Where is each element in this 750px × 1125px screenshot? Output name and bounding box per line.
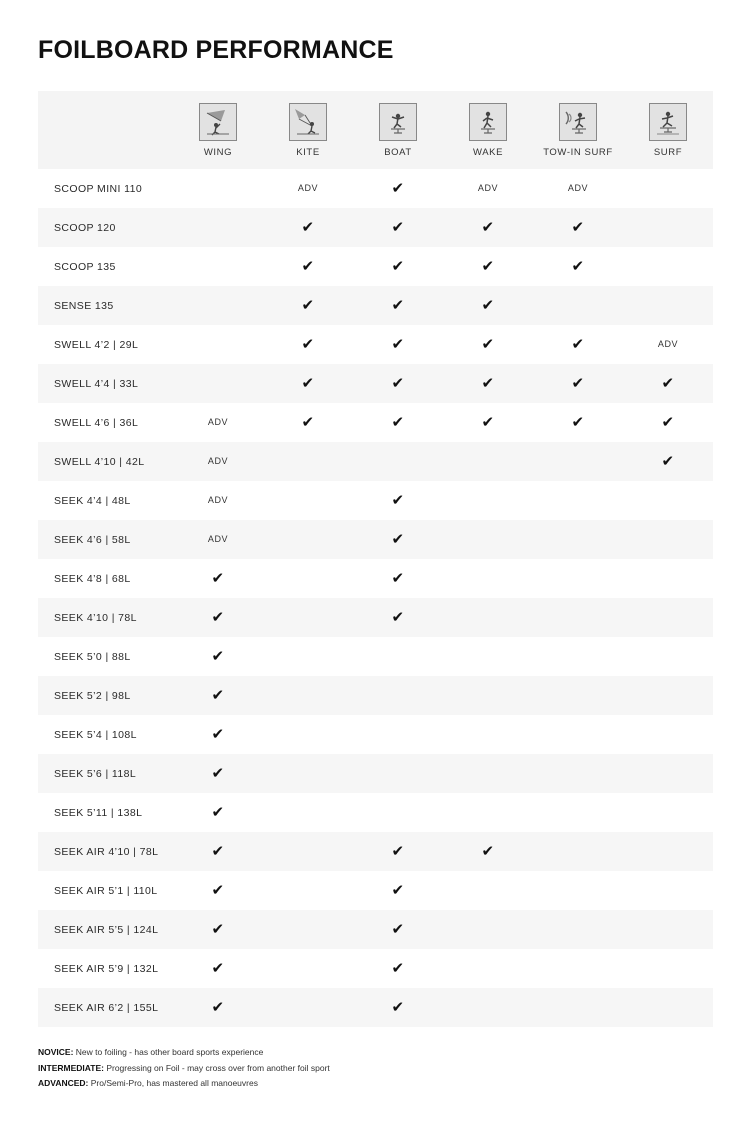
rating-cell xyxy=(533,793,623,832)
rating-cell xyxy=(623,559,713,598)
rating-cell xyxy=(443,832,533,871)
rating-cell xyxy=(263,949,353,988)
check-icon: ✔ xyxy=(301,375,315,392)
table-header xyxy=(38,91,713,169)
check-icon: ✔ xyxy=(301,297,315,314)
board-model-cell: SEEK AIR 5’9 | 132L xyxy=(38,949,173,988)
rating-cell xyxy=(443,208,533,247)
wing-foil-icon xyxy=(199,103,237,141)
rating-cell xyxy=(623,481,713,520)
rating-cell xyxy=(443,676,533,715)
board-model-cell: SEEK 5’0 | 88L xyxy=(38,637,173,676)
check-icon: ✔ xyxy=(211,804,225,821)
check-icon: ✔ xyxy=(211,882,225,899)
rating-cell xyxy=(623,208,713,247)
rating-cell xyxy=(443,871,533,910)
rating-cell xyxy=(623,949,713,988)
rating-cell xyxy=(353,793,443,832)
rating-cell xyxy=(533,715,623,754)
legend-term: NOVICE: xyxy=(38,1047,74,1057)
board-model-cell: SEEK AIR 6’2 | 155L xyxy=(38,988,173,1027)
rating-cell xyxy=(263,364,353,403)
model-column-header xyxy=(38,91,173,169)
table-row xyxy=(38,403,713,442)
advanced-label: ADV xyxy=(207,534,229,544)
rating-cell xyxy=(353,754,443,793)
surf-foil-icon xyxy=(649,103,687,141)
rating-cell xyxy=(173,520,263,559)
rating-cell xyxy=(173,949,263,988)
rating-cell xyxy=(443,169,533,208)
rating-cell xyxy=(533,871,623,910)
rating-cell xyxy=(173,871,263,910)
board-model-cell: SWELL 4’4 | 33L xyxy=(38,364,173,403)
check-icon: ✔ xyxy=(481,297,495,314)
check-icon: ✔ xyxy=(211,609,225,626)
rating-cell xyxy=(353,598,443,637)
rating-cell xyxy=(353,364,443,403)
column-header-label: WING xyxy=(203,146,233,158)
rating-cell xyxy=(443,793,533,832)
board-model-cell: SEEK 5’6 | 118L xyxy=(38,754,173,793)
legend-term: INTERMEDIATE: xyxy=(38,1062,104,1073)
column-header-label: KITE xyxy=(296,146,320,158)
table-row xyxy=(38,286,713,325)
rating-cell xyxy=(533,949,623,988)
column-header-boat xyxy=(353,91,443,169)
rating-cell xyxy=(533,169,623,208)
rating-cell xyxy=(533,754,623,793)
rating-cell xyxy=(443,247,533,286)
rating-cell xyxy=(173,325,263,364)
check-icon: ✔ xyxy=(481,843,495,860)
board-model-cell: SWELL 4’10 | 42L xyxy=(38,442,173,481)
rating-cell xyxy=(173,910,263,949)
check-icon: ✔ xyxy=(211,726,225,743)
column-header-surf xyxy=(623,91,713,169)
rating-cell xyxy=(353,286,443,325)
rating-cell xyxy=(443,403,533,442)
foilboard-performance-table xyxy=(38,91,713,1027)
page-title: FOILBOARD PERFORMANCE xyxy=(38,36,394,64)
column-header-wing xyxy=(173,91,263,169)
rating-cell xyxy=(623,364,713,403)
rating-cell xyxy=(353,442,443,481)
rating-cell xyxy=(353,481,443,520)
check-icon: ✔ xyxy=(481,414,495,431)
board-model-cell: SEEK 5’2 | 98L xyxy=(38,676,173,715)
rating-cell xyxy=(263,559,353,598)
legend-item xyxy=(38,1061,712,1077)
rating-cell xyxy=(533,208,623,247)
table-body xyxy=(38,169,713,1027)
rating-cell xyxy=(263,637,353,676)
rating-cell xyxy=(263,442,353,481)
advanced-label: ADV xyxy=(657,339,679,349)
table-row xyxy=(38,559,713,598)
rating-cell xyxy=(353,247,443,286)
column-header-kite xyxy=(263,91,353,169)
board-model-cell: SEEK 4’4 | 48L xyxy=(38,481,173,520)
rating-cell xyxy=(263,871,353,910)
rating-cell xyxy=(623,442,713,481)
table-row xyxy=(38,364,713,403)
board-model-cell: SENSE 135 xyxy=(38,286,173,325)
rating-cell xyxy=(623,871,713,910)
table-row xyxy=(38,598,713,637)
rating-cell xyxy=(353,520,443,559)
rating-cell xyxy=(263,754,353,793)
tow-in-surf-icon xyxy=(559,103,597,141)
check-icon: ✔ xyxy=(211,570,225,587)
board-model-cell: SWELL 4’6 | 36L xyxy=(38,403,173,442)
rating-cell xyxy=(263,481,353,520)
table-row xyxy=(38,793,713,832)
table-row xyxy=(38,481,713,520)
rating-cell xyxy=(173,364,263,403)
check-icon: ✔ xyxy=(391,258,405,275)
rating-cell xyxy=(533,559,623,598)
rating-cell xyxy=(533,598,623,637)
board-model-cell: SEEK AIR 5’1 | 110L xyxy=(38,871,173,910)
rating-cell xyxy=(443,364,533,403)
legend-term: ADVANCED: xyxy=(38,1078,89,1089)
advanced-label: ADV xyxy=(207,495,229,505)
check-icon: ✔ xyxy=(301,336,315,353)
rating-cell xyxy=(263,169,353,208)
check-icon: ✔ xyxy=(211,648,225,665)
advanced-label: ADV xyxy=(207,417,229,427)
table-row xyxy=(38,169,713,208)
rating-cell xyxy=(263,832,353,871)
rating-cell xyxy=(623,598,713,637)
check-icon: ✔ xyxy=(391,570,405,587)
board-model-cell: SEEK AIR 4’10 | 78L xyxy=(38,832,173,871)
rating-cell xyxy=(173,403,263,442)
rating-cell xyxy=(443,637,533,676)
check-icon: ✔ xyxy=(481,219,495,236)
board-model-cell: SCOOP 120 xyxy=(38,208,173,247)
check-icon: ✔ xyxy=(391,921,405,938)
rating-cell xyxy=(173,559,263,598)
rating-cell xyxy=(263,247,353,286)
column-header-wake xyxy=(443,91,533,169)
table-row xyxy=(38,910,713,949)
board-model-cell: SEEK 5’4 | 108L xyxy=(38,715,173,754)
advanced-label: ADV xyxy=(567,183,589,193)
rating-cell xyxy=(443,286,533,325)
table-row xyxy=(38,832,713,871)
rating-cell xyxy=(533,286,623,325)
check-icon: ✔ xyxy=(391,492,405,509)
column-header-label: SURF xyxy=(653,146,683,158)
check-icon: ✔ xyxy=(211,765,225,782)
rating-cell xyxy=(353,871,443,910)
table-row xyxy=(38,247,713,286)
rating-cell xyxy=(623,169,713,208)
check-icon: ✔ xyxy=(391,336,405,353)
rating-cell xyxy=(533,520,623,559)
rating-cell xyxy=(623,403,713,442)
check-icon: ✔ xyxy=(301,219,315,236)
check-icon: ✔ xyxy=(481,258,495,275)
rating-cell xyxy=(533,637,623,676)
advanced-label: ADV xyxy=(207,456,229,466)
table-row xyxy=(38,871,713,910)
rating-cell xyxy=(533,481,623,520)
rating-cell xyxy=(353,559,443,598)
check-icon: ✔ xyxy=(481,375,495,392)
rating-cell xyxy=(533,325,623,364)
rating-cell xyxy=(263,598,353,637)
rating-cell xyxy=(443,481,533,520)
rating-cell xyxy=(623,637,713,676)
table-row xyxy=(38,442,713,481)
rating-cell xyxy=(353,910,443,949)
table-row xyxy=(38,520,713,559)
rating-cell xyxy=(623,676,713,715)
check-icon: ✔ xyxy=(661,453,675,470)
rating-cell xyxy=(443,598,533,637)
table-row xyxy=(38,676,713,715)
check-icon: ✔ xyxy=(391,180,405,197)
rating-cell xyxy=(353,637,443,676)
rating-cell xyxy=(443,949,533,988)
check-icon: ✔ xyxy=(391,843,405,860)
rating-cell xyxy=(353,169,443,208)
check-icon: ✔ xyxy=(391,882,405,899)
rating-cell xyxy=(623,754,713,793)
rating-cell xyxy=(173,598,263,637)
rating-cell xyxy=(623,910,713,949)
rating-cell xyxy=(443,442,533,481)
advanced-label: ADV xyxy=(297,183,319,193)
check-icon: ✔ xyxy=(301,258,315,275)
legend-text: Progressing on Foil - may cross over from another foil sport xyxy=(103,1062,330,1073)
check-icon: ✔ xyxy=(571,414,585,431)
check-icon: ✔ xyxy=(391,960,405,977)
rating-cell xyxy=(263,715,353,754)
legend-item xyxy=(38,1076,712,1092)
rating-cell xyxy=(623,286,713,325)
check-icon: ✔ xyxy=(661,414,675,431)
check-icon: ✔ xyxy=(391,297,405,314)
board-model-cell: SWELL 4’2 | 29L xyxy=(38,325,173,364)
rating-cell xyxy=(173,754,263,793)
table-row xyxy=(38,637,713,676)
check-icon: ✔ xyxy=(571,375,585,392)
check-icon: ✔ xyxy=(391,531,405,548)
rating-cell xyxy=(263,520,353,559)
rating-cell xyxy=(443,715,533,754)
rating-cell xyxy=(533,364,623,403)
rating-cell xyxy=(263,910,353,949)
rating-cell xyxy=(353,715,443,754)
check-icon: ✔ xyxy=(211,999,225,1016)
rating-cell xyxy=(623,832,713,871)
check-icon: ✔ xyxy=(391,219,405,236)
rating-cell xyxy=(533,910,623,949)
rating-cell xyxy=(533,403,623,442)
rating-cell xyxy=(533,247,623,286)
rating-cell xyxy=(353,988,443,1027)
check-icon: ✔ xyxy=(391,609,405,626)
check-icon: ✔ xyxy=(391,375,405,392)
legend-text: New to foiling - has other board sports experience xyxy=(73,1047,264,1057)
rating-cell xyxy=(173,793,263,832)
rating-cell xyxy=(443,520,533,559)
column-header-label: TOW-IN SURF xyxy=(543,146,613,158)
rating-cell xyxy=(173,832,263,871)
rating-cell xyxy=(623,793,713,832)
board-model-cell: SEEK AIR 5’5 | 124L xyxy=(38,910,173,949)
check-icon: ✔ xyxy=(211,843,225,860)
rating-cell xyxy=(173,286,263,325)
table-row xyxy=(38,208,713,247)
rating-cell xyxy=(263,325,353,364)
rating-cell xyxy=(173,169,263,208)
rating-cell xyxy=(533,442,623,481)
board-model-cell: SCOOP 135 xyxy=(38,247,173,286)
check-icon: ✔ xyxy=(391,414,405,431)
table-row xyxy=(38,325,713,364)
check-icon: ✔ xyxy=(211,960,225,977)
rating-cell xyxy=(173,676,263,715)
board-model-cell: SEEK 4’10 | 78L xyxy=(38,598,173,637)
rating-cell xyxy=(173,481,263,520)
legend-item xyxy=(38,1045,712,1061)
table-row xyxy=(38,949,713,988)
column-header-label: WAKE xyxy=(472,146,504,158)
rating-cell xyxy=(353,325,443,364)
rating-cell xyxy=(353,208,443,247)
check-icon: ✔ xyxy=(481,336,495,353)
rating-cell xyxy=(533,988,623,1027)
check-icon: ✔ xyxy=(571,219,585,236)
check-icon: ✔ xyxy=(211,921,225,938)
rating-cell xyxy=(533,676,623,715)
board-model-cell: SEEK 4’6 | 58L xyxy=(38,520,173,559)
rating-cell xyxy=(443,988,533,1027)
check-icon: ✔ xyxy=(211,687,225,704)
rating-cell xyxy=(353,832,443,871)
rating-cell xyxy=(263,676,353,715)
rating-cell xyxy=(623,520,713,559)
rating-cell xyxy=(443,910,533,949)
rating-cell xyxy=(443,754,533,793)
rating-cell xyxy=(173,247,263,286)
check-icon: ✔ xyxy=(571,336,585,353)
kite-foil-icon xyxy=(289,103,327,141)
board-model-cell: SEEK 5’11 | 138L xyxy=(38,793,173,832)
column-header-label: BOAT xyxy=(384,146,412,158)
rating-cell xyxy=(623,988,713,1027)
rating-cell xyxy=(353,676,443,715)
boat-foil-icon xyxy=(379,103,417,141)
rating-cell xyxy=(353,949,443,988)
rating-cell xyxy=(263,208,353,247)
check-icon: ✔ xyxy=(661,375,675,392)
table-row xyxy=(38,754,713,793)
board-model-cell: SEEK 4’8 | 68L xyxy=(38,559,173,598)
rating-cell xyxy=(263,286,353,325)
rating-cell xyxy=(263,793,353,832)
check-icon: ✔ xyxy=(301,414,315,431)
rating-cell xyxy=(353,403,443,442)
legend-text: Pro/Semi-Pro, has mastered all manoeuvres xyxy=(88,1078,258,1089)
rating-cell xyxy=(173,208,263,247)
rating-cell xyxy=(623,325,713,364)
rating-cell xyxy=(443,559,533,598)
rating-cell xyxy=(533,832,623,871)
rating-cell xyxy=(623,247,713,286)
column-header-tow-in-surf xyxy=(533,91,623,169)
board-model-cell: SCOOP MINI 110 xyxy=(38,169,173,208)
table-row xyxy=(38,988,713,1027)
rating-cell xyxy=(263,988,353,1027)
rating-cell xyxy=(173,442,263,481)
rating-cell xyxy=(623,715,713,754)
check-icon: ✔ xyxy=(571,258,585,275)
rating-cell xyxy=(443,325,533,364)
table-row xyxy=(38,715,713,754)
rating-cell xyxy=(173,637,263,676)
check-icon: ✔ xyxy=(391,999,405,1016)
rating-cell xyxy=(173,988,263,1027)
rating-cell xyxy=(263,403,353,442)
legend xyxy=(38,1045,712,1092)
rating-cell xyxy=(173,715,263,754)
wake-foil-icon xyxy=(469,103,507,141)
advanced-label: ADV xyxy=(477,183,499,193)
table-header-row xyxy=(38,91,713,169)
